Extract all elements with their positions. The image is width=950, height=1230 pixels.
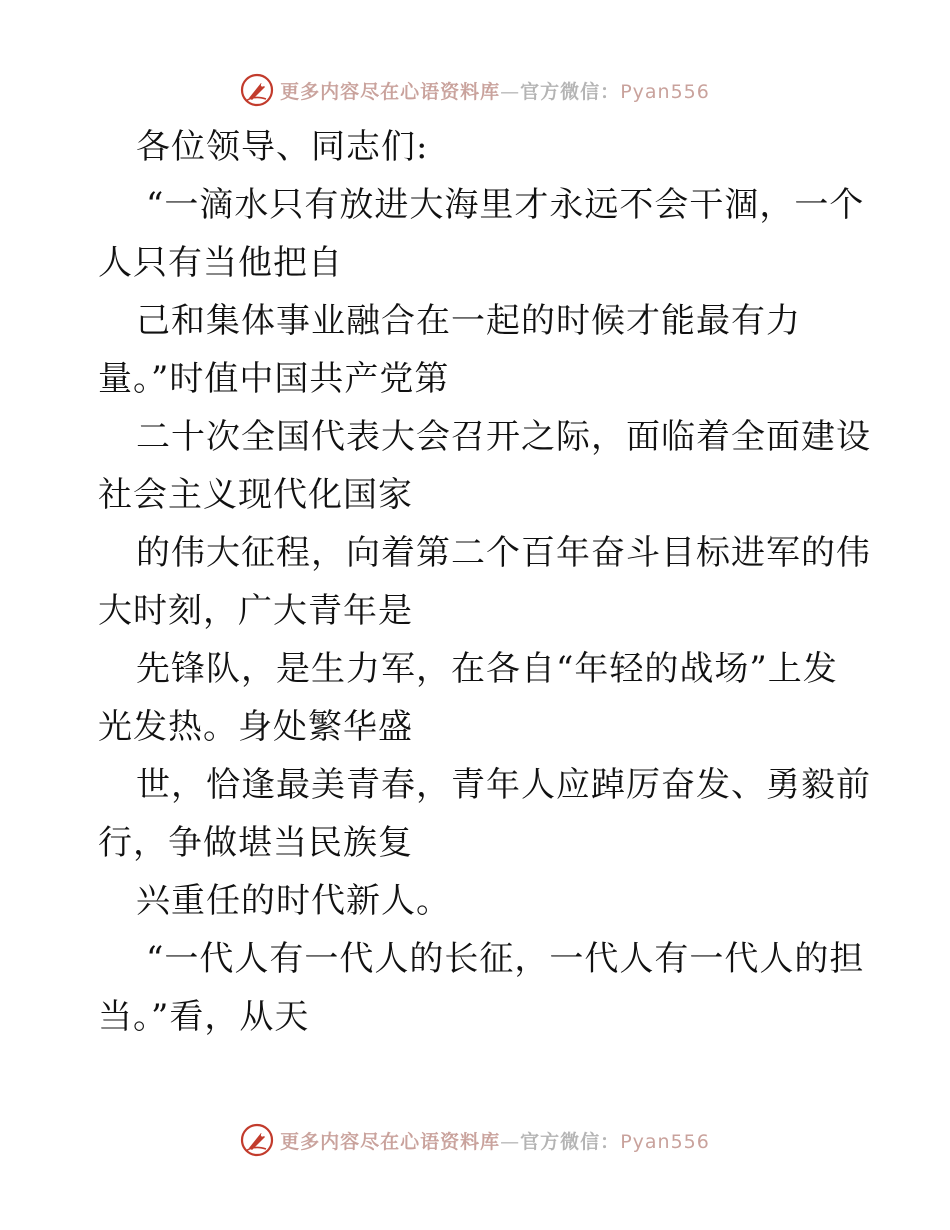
pen-nib-logo-icon bbox=[240, 1123, 274, 1157]
body-text-line: 大时刻，广大青年是 bbox=[98, 591, 413, 631]
footer-wechat-id: Pyan556 bbox=[620, 1130, 710, 1153]
pen-nib-logo-icon bbox=[240, 73, 274, 107]
body-text-line: 人只有当他把自 bbox=[98, 243, 343, 283]
header-watermark-inner bbox=[240, 73, 710, 107]
document-body bbox=[98, 118, 871, 1046]
footer-watermark-text bbox=[280, 1127, 710, 1154]
header-wechat-label: 官方微信： bbox=[520, 80, 621, 103]
body-text-line: 己和集体事业融合在一起的时候才能最有力 bbox=[136, 301, 801, 341]
body-text-line: 世，恰逢最美青春，青年人应踔厉奋发、勇毅前 bbox=[136, 765, 871, 805]
body-text-line: 光发热。身处繁华盛 bbox=[98, 707, 413, 747]
body-text-line: 量。”时值中国共产党第 bbox=[98, 359, 450, 399]
footer-site-text: 更多内容尽在心语资料库 bbox=[280, 1130, 501, 1153]
body-text-line: 的伟大征程，向着第二个百年奋斗目标进军的伟 bbox=[136, 533, 871, 573]
header-dash: — bbox=[500, 80, 521, 103]
footer-watermark-banner bbox=[0, 1120, 950, 1160]
header-site-text: 更多内容尽在心语资料库 bbox=[280, 80, 501, 103]
body-text-line: 行，争做堪当民族复 bbox=[98, 823, 413, 863]
header-wechat-id: Pyan556 bbox=[620, 80, 710, 103]
body-text-line: 各位领导、同志们: bbox=[136, 127, 429, 167]
body-text-line: 社会主义现代化国家 bbox=[98, 475, 413, 515]
body-text-line: 先锋队，是生力军，在各自“年轻的战场”上发 bbox=[136, 649, 838, 689]
header-watermark-banner bbox=[0, 70, 950, 110]
body-text-line: 二十次全国代表大会召开之际，面临着全面建设 bbox=[136, 417, 871, 457]
footer-wechat-label: 官方微信： bbox=[520, 1130, 621, 1153]
body-text-line: “一代人有一代人的长征，一代人有一代人的担 bbox=[146, 939, 865, 979]
footer-watermark-inner bbox=[240, 1123, 710, 1157]
body-text-line: 当。”看，从天 bbox=[98, 997, 310, 1037]
footer-dash: — bbox=[500, 1130, 521, 1153]
body-text-line: “一滴水只有放进大海里才永远不会干涸，一个 bbox=[146, 185, 865, 225]
header-watermark-text bbox=[280, 77, 710, 104]
body-text-line: 兴重任的时代新人。 bbox=[136, 881, 451, 921]
